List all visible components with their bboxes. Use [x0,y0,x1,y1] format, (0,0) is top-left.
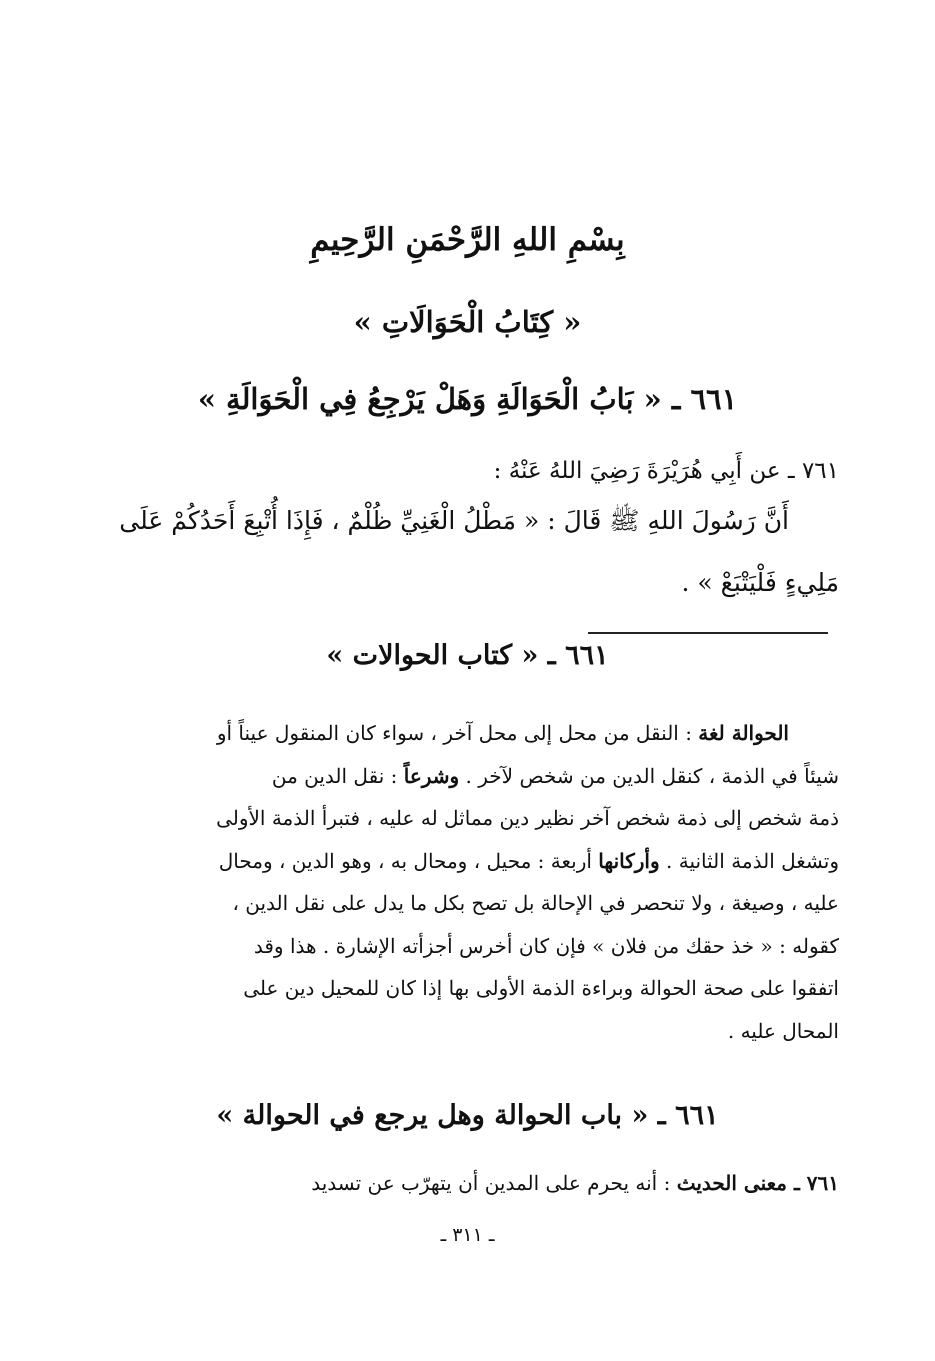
hadith-meaning [98,1162,839,1204]
commentary-line-8: المحال عليه . [727,1018,839,1043]
commentary-line-1 [98,712,839,755]
page-number: ـ ٣١١ ـ [440,1224,495,1246]
commentary-line-7: اتفقوا على صحة الحوالة وبراءة الذمة الأولى بها إذا كان للمحيل دين على [243,976,839,1000]
hadith-matn-line-1: أَنَّ رَسُولَ اللهِ ﷺ قَالَ : « مَطْلُ الْغَنِيِّ ظُلْمٌ ، فَإِذَا أُتْبِعَ أَحَدُكُمْ عَلَى [119,506,789,535]
commentary-text [98,712,839,1052]
hadith-text [98,452,839,614]
commentary-line-2 [98,755,839,798]
commentary-line-3: ذمة شخص إلى ذمة شخص آخر نظير دين مماثل له عليه ، فتبرأ الذمة الأولى [216,806,839,830]
commentary-heading: ٦٦١ ـ « كتاب الحوالات » [326,640,609,671]
term-hawala-lugha: الحوالة لغة [698,721,789,745]
commentary-line-1-text: : النقل من محل إلى محل آخر ، سواء كان المنقول عيناً أو [216,721,699,745]
hadith-matn-line-2: مَلِيءٍ فَلْيَتْبَعْ » . [681,568,839,597]
hadith-meaning-text: : أنه يحرم على المدين أن يتهرّب عن تسديد [311,1171,677,1195]
footnote-divider [588,632,828,634]
section2-heading: ٦٦١ ـ « باب الحوالة وهل يرجع في الحوالة » [216,1100,719,1131]
book-title: « كِتَابُ الْحَوَالَاتِ » [353,305,582,339]
term-arkan: وأركانها [598,848,660,873]
commentary-line-4-after: أربعة : محيل ، ومحال به ، وهو الدين ، ومحال [218,848,599,873]
hadith-isnad: ٧٦١ ـ عن أَبِي هُرَيْرَةَ رَضِيَ اللهُ عَنْهُ : [493,458,839,484]
basmala: بِسْمِ اللهِ الرَّحْمَنِ الرَّحِيمِ [310,222,625,258]
hadith-meaning-label: ٧٦١ ـ معنى الحديث [676,1171,839,1195]
commentary-line-4-text: وتشغل الذمة الثانية . [659,848,839,873]
chapter-title: ٦٦١ ـ « بَابُ الْحَوَالَةِ وَهَلْ يَرْجِعُ فِي الْحَوَالَةِ » [197,382,738,416]
commentary-line-6: كقوله : « خذ حقك من فلان » فإن كان أخرس أجزأته الإشارة . هذا وقد [253,933,839,958]
commentary-line-5: عليه ، وصيغة ، ولا تنحصر في الإحالة بل تصح بكل ما يدل على نقل الدين ، [232,891,839,915]
commentary-line-2-after: : نقل الدين من [271,763,404,788]
commentary-line-2-text: شيئاً في الذمة ، كنقل الدين من شخص لآخر . [459,763,839,788]
hadith-meaning-line [98,1162,839,1204]
commentary-line-4 [98,840,839,883]
term-sharan: وشرعاً [403,763,460,788]
